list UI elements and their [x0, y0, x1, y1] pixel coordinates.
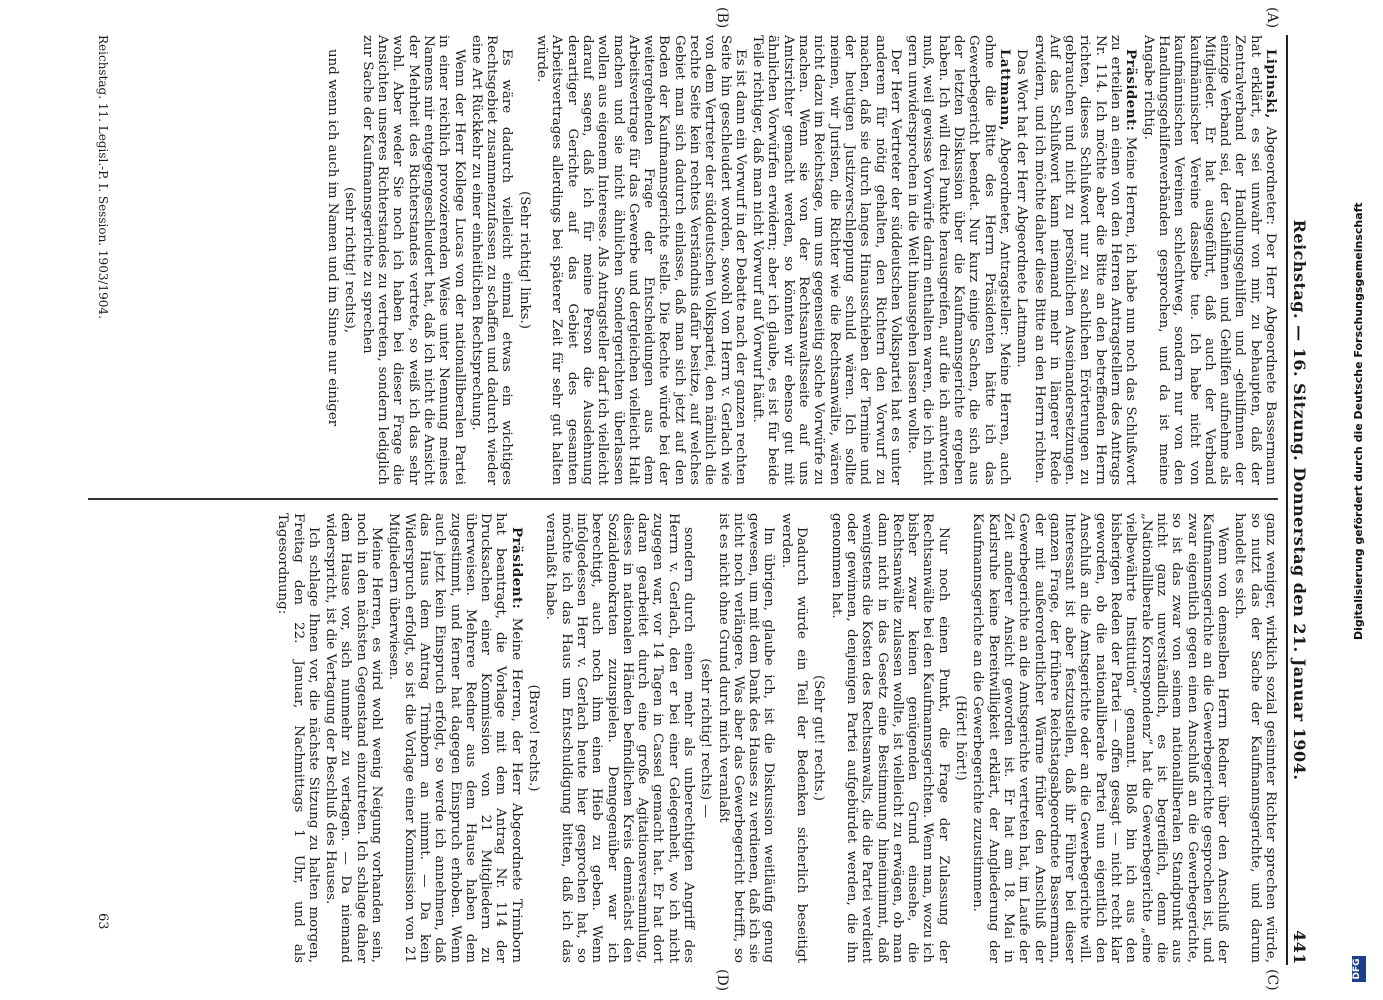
paragraph: [359, 35, 466, 485]
paragraph-text: Nur noch einen Punkt, die Frage der Zulassung der Rechtsanwälte bei den Kaufmannsgerichten. Wenn man, wozu ich bisher zwar keinen genügenden Grund einsehe, die Rechtsanwälte zulassen wollte, ist vielleicht zu erwägen, ob man dann nicht in das Gesetz eine Bestimmung hineinnimmt, daß wenigstens die Kosten des Rechtsanwalts, die die Partei verdient oder gewinnen, denjenigen Partei aufgebürdet werden, die ihn genommen hat.: [828, 513, 951, 963]
paragraph-text: (Bravo! rechts.): [526, 684, 542, 792]
paragraph: [534, 35, 748, 485]
paragraph: [811, 513, 826, 963]
page-header: [1290, 35, 1320, 965]
speaker-name: Präsident:: [1123, 49, 1140, 132]
paragraph: [905, 35, 1012, 485]
paragraph-text: Der Herr Vertreter der süddeutschen Volkspartei hat es unter anderem für nötig gehalten, den Richtern den Vorwurf zu machen, daß sie durch langes Hinausschieben der Termine und der heutigen Justizverschleppung schuld wären. Ich sollte meinen, wir Juristen, die Richter wie die Rechtsanwälte, wären nicht dazu im Reichstage, um uns gegenseitig solche Vorwürfe zu machen. Wenn sie von der Rechtsanwaltsseite auf uns Amtsrichter gemacht werden, so könnten wir ebenso gut mit ähnlichen Vorwürfen erwidern; aber ich glaube, es ist für beide Teile richtiger, daß man nicht Vorwurf auf Vorwurf häuft.: [750, 35, 903, 485]
paragraph-text: Es ist dann ein Vorwurf in der Debatte nach der ganzen rechten Seite hin geschleudert worden, sowohl von Herrn v. Gerlach wie von dem Vertreter der süddeutschen Volkspartei, den nämlich die rechte Seite kein rechtes Verständnis dafür besitze, auf welches Gebiet man sich dadurch einlasse, daß man sich jetzt auf den Boden der Kaufmannsgerichte stelle. Die Rechte würde bei der weitergehenden Frage der Entscheidungen aus dem Arbeitsvertrage für das Gewerbe und dergleichen vielleicht Halt machen und sie nicht ähnlichen Sondergerichten überlassen wollen aus eigenem Interesse. Als Antragsteller darf ich vielleicht darauf sagen, daß ich für meine Person die Ausdehnung derartiger Gerichte auf das Gebiet des gesamten Arbeitsvertrages allerdings bei späterer Zeit für sehr gut halten würde.: [534, 35, 748, 485]
margin-marker-d: (D): [714, 969, 730, 992]
paragraph-text: Wenn der Herr Kollege Lucas von der nationalliberalen Partei in einer reichlich provozierenden Weise unter Nennung meines Namens mir entgegengeschleudert hat, daß ich nicht die Ansicht der Mehrheit des Richterstandes vertrete, so weiß ich das sehr wohl. Aber weder Sie noch ich haben bei dieser Frage die Ansichten unseres Richterstandes zu vertreten, sondern lediglich zur Sache der Kaufmannsgerichte zu sprechen: [359, 35, 467, 485]
paragraph-text: (sehr richtig! rechts),: [342, 186, 358, 334]
speaker-name: Lipinski,: [1263, 49, 1279, 119]
paragraph-text: (Sehr gut! rechts.): [811, 674, 827, 801]
paragraph-text: Abgeordneter, Antragsteller: Meine Herren, auch ohne die Bitte des Herrn Präsidenten hätte ich das Gewerbegericht beendet. Nur kurz einige Sachen, die sich aus der letzten Diskussion über die Kaufmannsgerichte ergeben haben. Ich will drei Punkte herausgreifen, auf die ich antworten muß, weil gewisse Vorwürfe darin enthalten waren, die ich nicht gern unwidersprochen in die Welt hinausgehen lassen wollte.: [905, 35, 1012, 485]
paragraph-text: Das Wort hat der Herr Abgeordnete Lattmann.: [1014, 49, 1030, 368]
column-divider: [88, 498, 1278, 500]
paragraph: [325, 35, 340, 485]
paragraph: [715, 513, 776, 963]
paragraph: [779, 513, 810, 963]
paragraph: [323, 513, 384, 963]
paragraph: [342, 35, 357, 485]
paragraph-text: Wenn von demselben Herrn Redner über den Anschluß der Kaufmannsgerichte an die Gewerbegerichte gesprochen ist, und zwar eigentlich gegen einen Anschluß an die Gewerbegerichte, so ist das zwar von seinem nationalliberalen Standpunkt aus nicht ganz unverständlich, es ist begreiflich, denn die „Nationalliberale Korrespondenz“ hat die Gewerbegerichte „eine vielbewährte Institution“ genannt. Bloß bin ich aus den bisherigen Reden der Partei — offen gesagt — nicht recht klar geworden, ob die nationalliberale Partei nun eigentlich den Anschluß an die Amtsgerichte oder an die Gewerbegerichte will. Interessant ist aber festzustellen, daß ihr Führer bei dieser ganzen Frage, der frühere Reichstagsabgeordnete Bassermann, der mit außerordentlicher Wärme früher den Anschluß der Gewerbegerichte an die Amtsgerichte vertreten hat, im Laufe der Zeit anderer Ansicht geworden ist. Er hat am 18. Mai in Karlsruhe keine Bereitwilligkeit erklärt, der Angliederung der Kaufmannsgerichte an die Gewerbegerichte zuzustimmen.: [970, 513, 1231, 963]
paragraph: [526, 513, 541, 963]
paragraph: [970, 513, 1230, 963]
paragraph: [953, 513, 968, 963]
paragraph-text: ganz weniger, wirklich sozial gesinnter Richter sprechen würde, so nutzt das der Sache der Kaufmannsgerichte, und darum handelt es sich.: [1232, 513, 1278, 963]
margin-marker-a: (A): [1264, 7, 1280, 29]
paragraph-text: Es wäre dadurch vielleicht einmal etwas ein wichtiges Rechtsgebiet zusammenzufassen zu schaffen und dadurch wieder eine Art Rückkehr zu einer einheitlichen Rechtsprechung.: [468, 35, 515, 485]
page-footer: Reichstag. 11. Legisl.-P. I. Session. 1903/1904.: [96, 35, 110, 319]
paragraph: [543, 513, 696, 963]
digitization-credit: Digitalisierung gefördert durch die Deutsche Forschungsgemeinschaft: [1352, 202, 1365, 640]
paragraph: [469, 35, 515, 485]
paragraph-text: Ich schlage Ihnen vor, die nächste Sitzung zu halten morgen, Freitag den 22. Januar, Nachmittags 1 Uhr, und als Tagesordnung:: [275, 513, 321, 963]
right-column: [273, 513, 1278, 963]
speaker-name: Lattmann,: [996, 49, 1013, 131]
paragraph: [828, 513, 950, 963]
paragraph: [1140, 35, 1278, 485]
paragraph: [516, 35, 531, 485]
left-column: [323, 35, 1278, 485]
paragraph-text: Dadurch würde ein Teil der Bedenken sicherlich beseitigt werden.: [778, 513, 810, 963]
paragraph: [275, 513, 321, 963]
paragraph-text: Meine Herren, es wird wohl wenig Neigung vorhanden sein, noch in den nächsten Gegenstand einzutreten. Ich schlage daher dem Hause vor, sich nunmehr zu vertagen. — Da niemand widerspricht, ist die Vertagung der Beschluß des Hauses.: [323, 513, 385, 963]
paragraph: [1232, 513, 1278, 963]
footer-page-number: 63: [95, 913, 110, 930]
paragraph-text: Meine Herren, der Herr Abgeordnete Trimborn hat beantragt, die Vorlage mit dem Antrag Nr. 114 der Drucksachen einer Kommission von 21 Mitgliedern zu überweisen. Mehrere Redner aus dem Hause haben dem zugestimmt, und ferner hat dagegen Einspruch erhoben. Wenn auch jetzt kein Einspruch erfolgt, so werde ich annehmen, daß das Haus dem Antrag Trimborn an nimmt. — Da kein Widerspruch erfolgt, so ist die Vorlage einer Kommission von 21 Mitgliedern überwiesen.: [386, 513, 524, 963]
paragraph-text: sondern durch einen mehr als unberechtigten Angriff des Herrn v. Gerlach, den er bei einer Gelegenheit, wo ich nicht zugegen war, vor 14 Tagen in Cassel gemacht hat. Er hat dort daran gearbeitet durch eine große Agitationsversammlung, dieses in nationalen Händen befindlichen Kreis demnächst den Sozialdemokraten zuzuspielen. Demgegenüber war ich berechtigt, auch noch ihm einen Hieb zu geben. Wenn infolgedessen Herr v. Gerlach heute hier gesprochen hat, so möchte ich das Haus um Entschuldigung bitten, daß ich das veranlaßt habe.: [543, 513, 697, 963]
dfg-logo: DFG: [1352, 956, 1366, 982]
paragraph-text: Meine Herren, ich habe nun noch das Schlußwort zu erteilen an einen von den Herren Antragstellern des Antrags Nr. 114. Ich möchte aber die Bitte an den betreffenden Herrn richten, dieses Schlußwort nur zu sachlichen Erörterungen zu gebrauchen und nicht zu persönlichen Auseinandersetzungen. Auf das Schlußwort kann niemand mehr in längerer Rede erwidern, und ich möchte daher diese Bitte an den Herrn richten.: [1031, 35, 1139, 485]
paragraph-text: und wenn ich auch im Namen und im Sinne nur einiger: [325, 49, 341, 427]
paragraph-text: (Sehr richtig! links.): [516, 191, 532, 329]
header-rule: [1286, 35, 1288, 965]
speaker-name: Präsident:: [508, 527, 525, 610]
paragraph: [386, 513, 524, 963]
paragraph: [1014, 35, 1029, 485]
rotated-document: [90, 7, 1320, 992]
paragraph: [698, 513, 713, 963]
paragraph: [750, 35, 903, 485]
margin-marker-c: (C): [1264, 969, 1280, 991]
header-page-number: 441: [1290, 930, 1309, 965]
paragraph-text: (sehr richtig! rechts) —: [698, 658, 714, 818]
paragraph-text: (Hört! hört!): [953, 695, 969, 781]
header-title: Reichstag. — 16. Sitzung. Donnerstag den 21. Januar 1904.: [1290, 219, 1309, 781]
paragraph-text: Abgeordneter: Der Herr Abgeordnete Bassermann hat erklärt, es sei unwahr von mir, zu behaupten, daß der Zentralverband der Handlungsgehilfen und -gehilfinnen der einzige Verband sei, der Gehilfinnen und Gehilfen aufnehme als Mitglieder. Er hat ausgeführt, daß auch der Verband kaufmännischer Vereine dasselbe tue. Ich habe nicht von kaufmännischen Vereinen schlechtweg, sondern nur von den Handlungsgehilfenverbänden gesprochen, und da ist meine Angabe richtig.: [1140, 35, 1278, 485]
paragraph: [1031, 35, 1138, 485]
paragraph-text: Im übrigen, glaube ich, ist die Diskussion weitläufig genug gewesen, um mit dem Dank des Hauses zu verdienen, daß ich sie nicht noch verlängere. Was aber das Gewerbegericht betrifft, so ist es nicht ohne Grund durch mich veranlaßt: [715, 513, 777, 963]
margin-marker-b: (B): [714, 7, 730, 29]
